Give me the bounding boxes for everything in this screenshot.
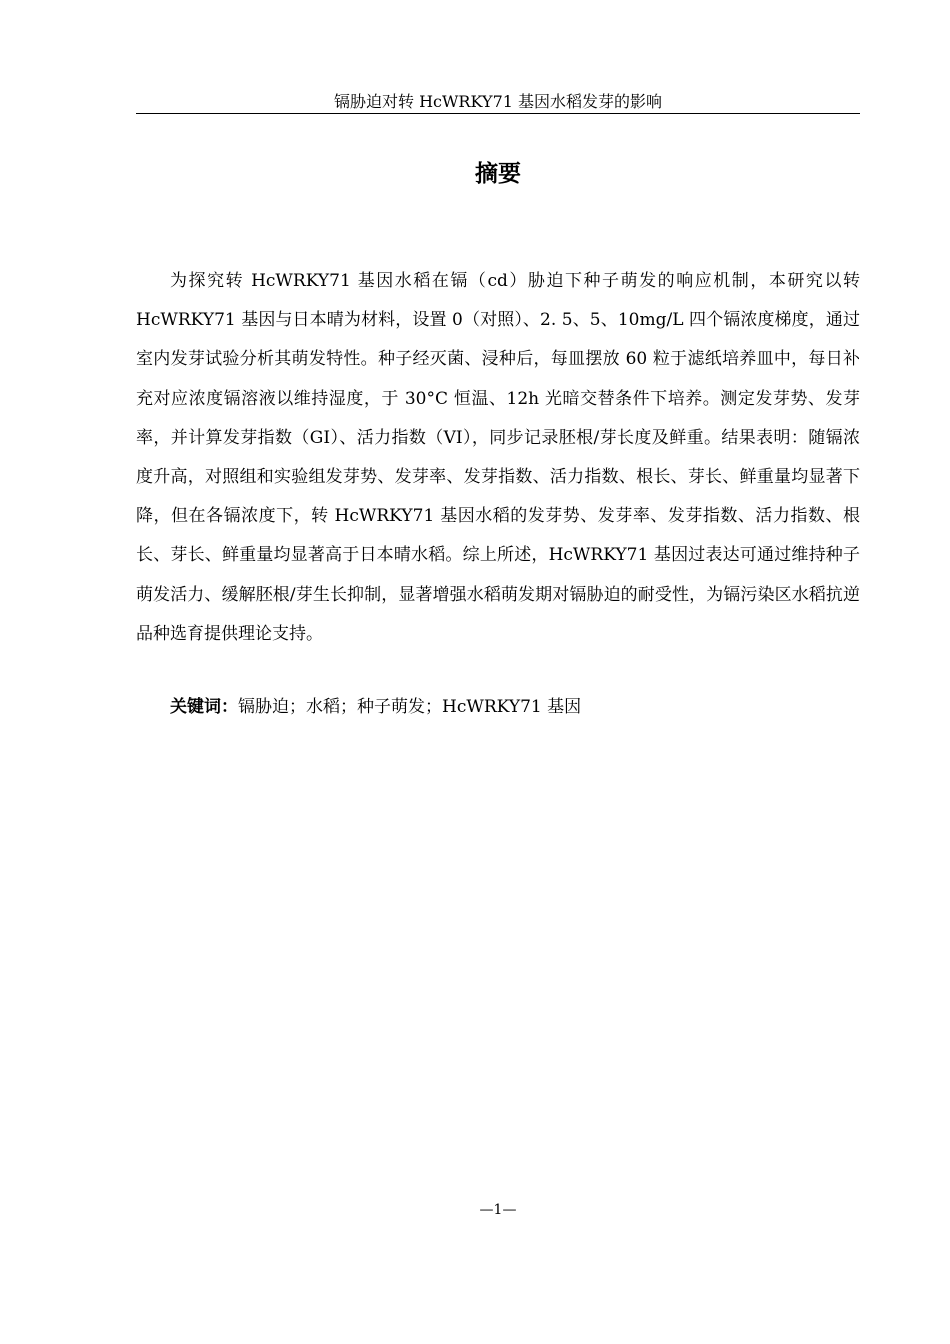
keywords-text: 镉胁迫；水稻；种子萌发；HcWRKY71 基因: [238, 697, 582, 717]
running-header: 镉胁迫对转 HcWRKY71 基因水稻发芽的影响: [136, 92, 860, 114]
page-title: 摘要: [475, 161, 521, 187]
keywords-label: 关键词：: [170, 697, 238, 717]
abstract-paragraph: 为探究转 HcWRKY71 基因水稻在镉（cd）胁迫下种子萌发的响应机制，本研究以转 HcWRKY71 基因与日本晴为材料，设置 0（对照）、2. 5、5、10mg/L 四个镉浓度梯度，通过室内发芽试验分析其萌发特性。种子经灭菌、浸种后，每皿摆放 60 粒于滤纸培养皿中，每日补充对应浓度镉溶液以维持湿度，于 30°C 恒温、12h 光暗交替条件下培养。测定发芽势、发芽率，并计算发芽指数（GI）、活力指数（VI），同步记录胚根/芽长度及鲜重。结果表明：随镉浓度升高，对照组和实验组发芽势、发芽率、发芽指数、活力指数、根长、芽长、鲜重量均显著下降，但在各镉浓度下，转 HcWRKY71 基因水稻的发芽势、发芽率、发芽指数、活力指数、根长、芽长、鲜重量均显著高于日本晴水稻。综上所述，HcWRKY71 基因过表达可通过维持种子萌发活力、缓解胚根/芽生长抑制，显著增强水稻萌发期对镉胁迫的耐受性，为镉污染区水稻抗逆品种选育提供理论支持。: [136, 271, 860, 644]
page-number: —1—: [479, 1202, 517, 1218]
keywords-line: [136, 688, 860, 727]
